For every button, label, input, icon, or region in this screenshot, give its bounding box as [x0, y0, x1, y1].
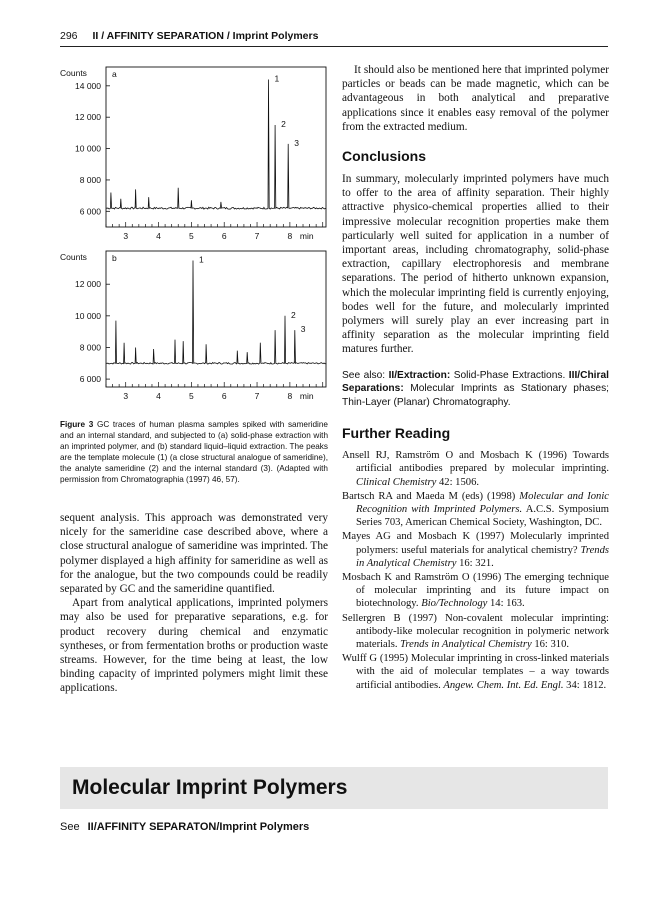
reference-source: Trends in Analytical Chemistry — [400, 639, 532, 650]
see-also-link-2[interactable]: III/Chiral Separations: — [342, 369, 609, 395]
reference-text: Mayes AG and Mosbach K (1997) Molecularly imprinted polymers: useful materials for analytical chemistry? — [342, 531, 609, 556]
x-tick-label: 7 — [254, 231, 260, 241]
see-also-text-2: Molecular Imprints as Stationary phases; Thin-Layer (Planar) Chromatography. — [342, 383, 609, 408]
y-tick-label: 12 000 — [75, 112, 101, 123]
plot-frame — [106, 67, 326, 227]
x-tick-label: 5 — [189, 231, 194, 241]
peak-label: 3 — [294, 137, 299, 148]
x-tick-label: 6 — [221, 391, 227, 401]
peak-label: 2 — [281, 119, 286, 130]
reference-volume: A.C.S. Symposium Series 703, American Chemical Society, Washington, DC. — [356, 503, 609, 529]
reference-source: Trends in Analytical Chemistry — [356, 544, 609, 569]
figure-caption-text: GC traces of human plasma samples spiked with sameridine and an internal standard, and subjected to (a) solid-phase extraction with an imprinted polymer, and (b) standard liquid–liquid extraction. The peaks are the template molecule (1) (a close structural analogue of sameridine), the analyte sameridine (2) and the internal standard (3). (Adapted with permission from Chromatographia (1997) 46, 57). — [60, 420, 328, 484]
chromatogram-a — [60, 63, 328, 245]
peak-label: 1 — [274, 73, 280, 84]
reference-volume: 42: 1506. — [436, 476, 480, 488]
reference-source: Clinical Chemistry — [356, 476, 437, 488]
conclusions-paragraph: In summary, molecularly imprinted polymers have much to offer to the area of affinity separation. Their highly attractive physico-chemical properties allied to their impressive molecular recognition properties make them particularly well suited for application in a number of important areas, including chromatography, solid-phase extraction, capillary electrophoresis and membrane separations. The period of hitherto unknown expansion, which the molecular imprinting field is currently enjoying, bodes well for the future, and molecularly imprinted polymers will surely play an ever increasing part in affinity separation as the molecular imprinting field matures further. — [342, 173, 609, 356]
x-tick-label: 7 — [254, 391, 260, 401]
peak-label: 3 — [300, 324, 306, 335]
reference-volume: 34: 1812. — [563, 679, 607, 691]
y-tick-label: 10 000 — [75, 310, 101, 321]
reference-item — [342, 490, 609, 530]
reference-source: Bio/Technology — [421, 598, 488, 610]
see-also-text-1: Solid-Phase Extractions. — [450, 369, 566, 381]
running-title: II / AFFINITY SEPARATION / Imprint Polymers — [92, 30, 319, 42]
reference-volume: 16: 310. — [531, 639, 570, 650]
cross-reference — [60, 821, 309, 833]
reference-text: Bartsch RA and Maeda M (eds) (1998) — [342, 490, 520, 502]
reference-item — [342, 652, 609, 692]
entry-title-bar — [60, 767, 608, 809]
y-axis-label: Counts — [60, 252, 87, 262]
right-column — [342, 63, 609, 693]
x-tick-label: 3 — [123, 391, 129, 401]
y-tick-label: 10 000 — [75, 143, 101, 154]
panel-label: a — [112, 69, 117, 79]
x-tick-label: 4 — [156, 231, 161, 241]
figure-caption — [60, 419, 328, 485]
running-header — [60, 30, 608, 47]
left-column — [60, 63, 328, 696]
reference-text: Sellergren B (1997) Non-covalent molecular imprinting: antibody-like molecular recognition in polymeric network materials. — [342, 612, 609, 650]
reference-volume: 16: 321. — [456, 557, 494, 569]
see-also-label: See also: — [342, 369, 386, 381]
y-tick-label: 6 000 — [79, 206, 101, 217]
x-tick-label: 8 — [287, 391, 293, 401]
right-paragraph-1: It should also be mentioned here that imprinted polymer particles or beads can be made magnetic, which can be advantageous in both analytical and preparative applications since it enables easy removal of the polymer from the extracted medium. — [342, 64, 609, 133]
reference-text: Ansell RJ, Ramström O and Mosbach K (1996) Towards artificial antibodies prepared by molecular imprinting. — [342, 450, 609, 475]
y-tick-label: 6 000 — [79, 374, 101, 385]
see-label: See — [60, 821, 80, 833]
page-number: 296 — [60, 30, 78, 42]
see-also — [342, 369, 609, 410]
reference-item — [342, 571, 609, 611]
panel-label: b — [112, 253, 117, 263]
peak-label: 2 — [290, 309, 296, 320]
reference-volume: 14: 163. — [487, 598, 525, 610]
x-axis-label: min — [299, 231, 314, 241]
left-paragraph-1: sequent analysis. This approach was demonstrated very nicely for the sameridine case described above, where a close structural analogue of sameridine was imprinted. The polymer displayed a high affinity for sameridine as well as for the analogue, but the two compounds could be readily separated by GC and the sameridine quantified. — [60, 512, 328, 596]
y-tick-label: 14 000 — [75, 80, 101, 91]
further-reading-heading: Further Reading — [342, 425, 451, 442]
entry-title: Molecular Imprint Polymers — [72, 776, 348, 799]
see-target-link[interactable]: II/AFFINITY SEPARATON/Imprint Polymers — [87, 821, 310, 833]
x-tick-label: 5 — [189, 391, 194, 401]
left-paragraph-2: Apart from analytical applications, imprinted polymers may also be used for preparative separations, e.g. for product recovery during chemical and enzymatic syntheses, or from fermentation broths or production waste streams. However, for the time being at least, the low binding capacity of imprinted polymers might limit these applications. — [60, 597, 328, 695]
y-tick-label: 12 000 — [75, 279, 101, 290]
y-tick-label: 8 000 — [79, 342, 101, 353]
reference-item — [342, 530, 609, 570]
reference-source: Molecular and Ionic Recognition with Imprinted Polymers. — [356, 490, 609, 515]
reference-item — [342, 612, 609, 652]
x-tick-label: 6 — [221, 231, 227, 241]
reference-list — [342, 449, 609, 692]
y-axis-label: Counts — [60, 68, 87, 78]
see-also-link-1[interactable]: II/Extraction: — [388, 369, 451, 381]
x-tick-label: 4 — [156, 391, 161, 401]
x-tick-label: 3 — [123, 231, 129, 241]
figure-label: Figure 3 — [60, 420, 94, 429]
reference-item — [342, 449, 609, 489]
peak-label: 1 — [199, 254, 204, 265]
conclusions-heading: Conclusions — [342, 148, 427, 165]
reference-text: Wulff G (1995) Molecular imprinting in cross-linked materials with the aid of molecular templates – a way towards artificial antibodies. — [342, 653, 609, 691]
y-tick-label: 8 000 — [79, 174, 101, 185]
chromatogram-b — [60, 249, 328, 405]
x-axis-label: min — [299, 391, 314, 401]
reference-text: Mosbach K and Ramström O (1996) The emerging technique of molecular imprinting and its future impact on biotechnology. — [342, 571, 609, 610]
x-tick-label: 8 — [287, 231, 293, 241]
chromatogram-trace — [106, 80, 326, 210]
reference-source: Angew. Chem. Int. Ed. Engl. — [443, 679, 564, 691]
